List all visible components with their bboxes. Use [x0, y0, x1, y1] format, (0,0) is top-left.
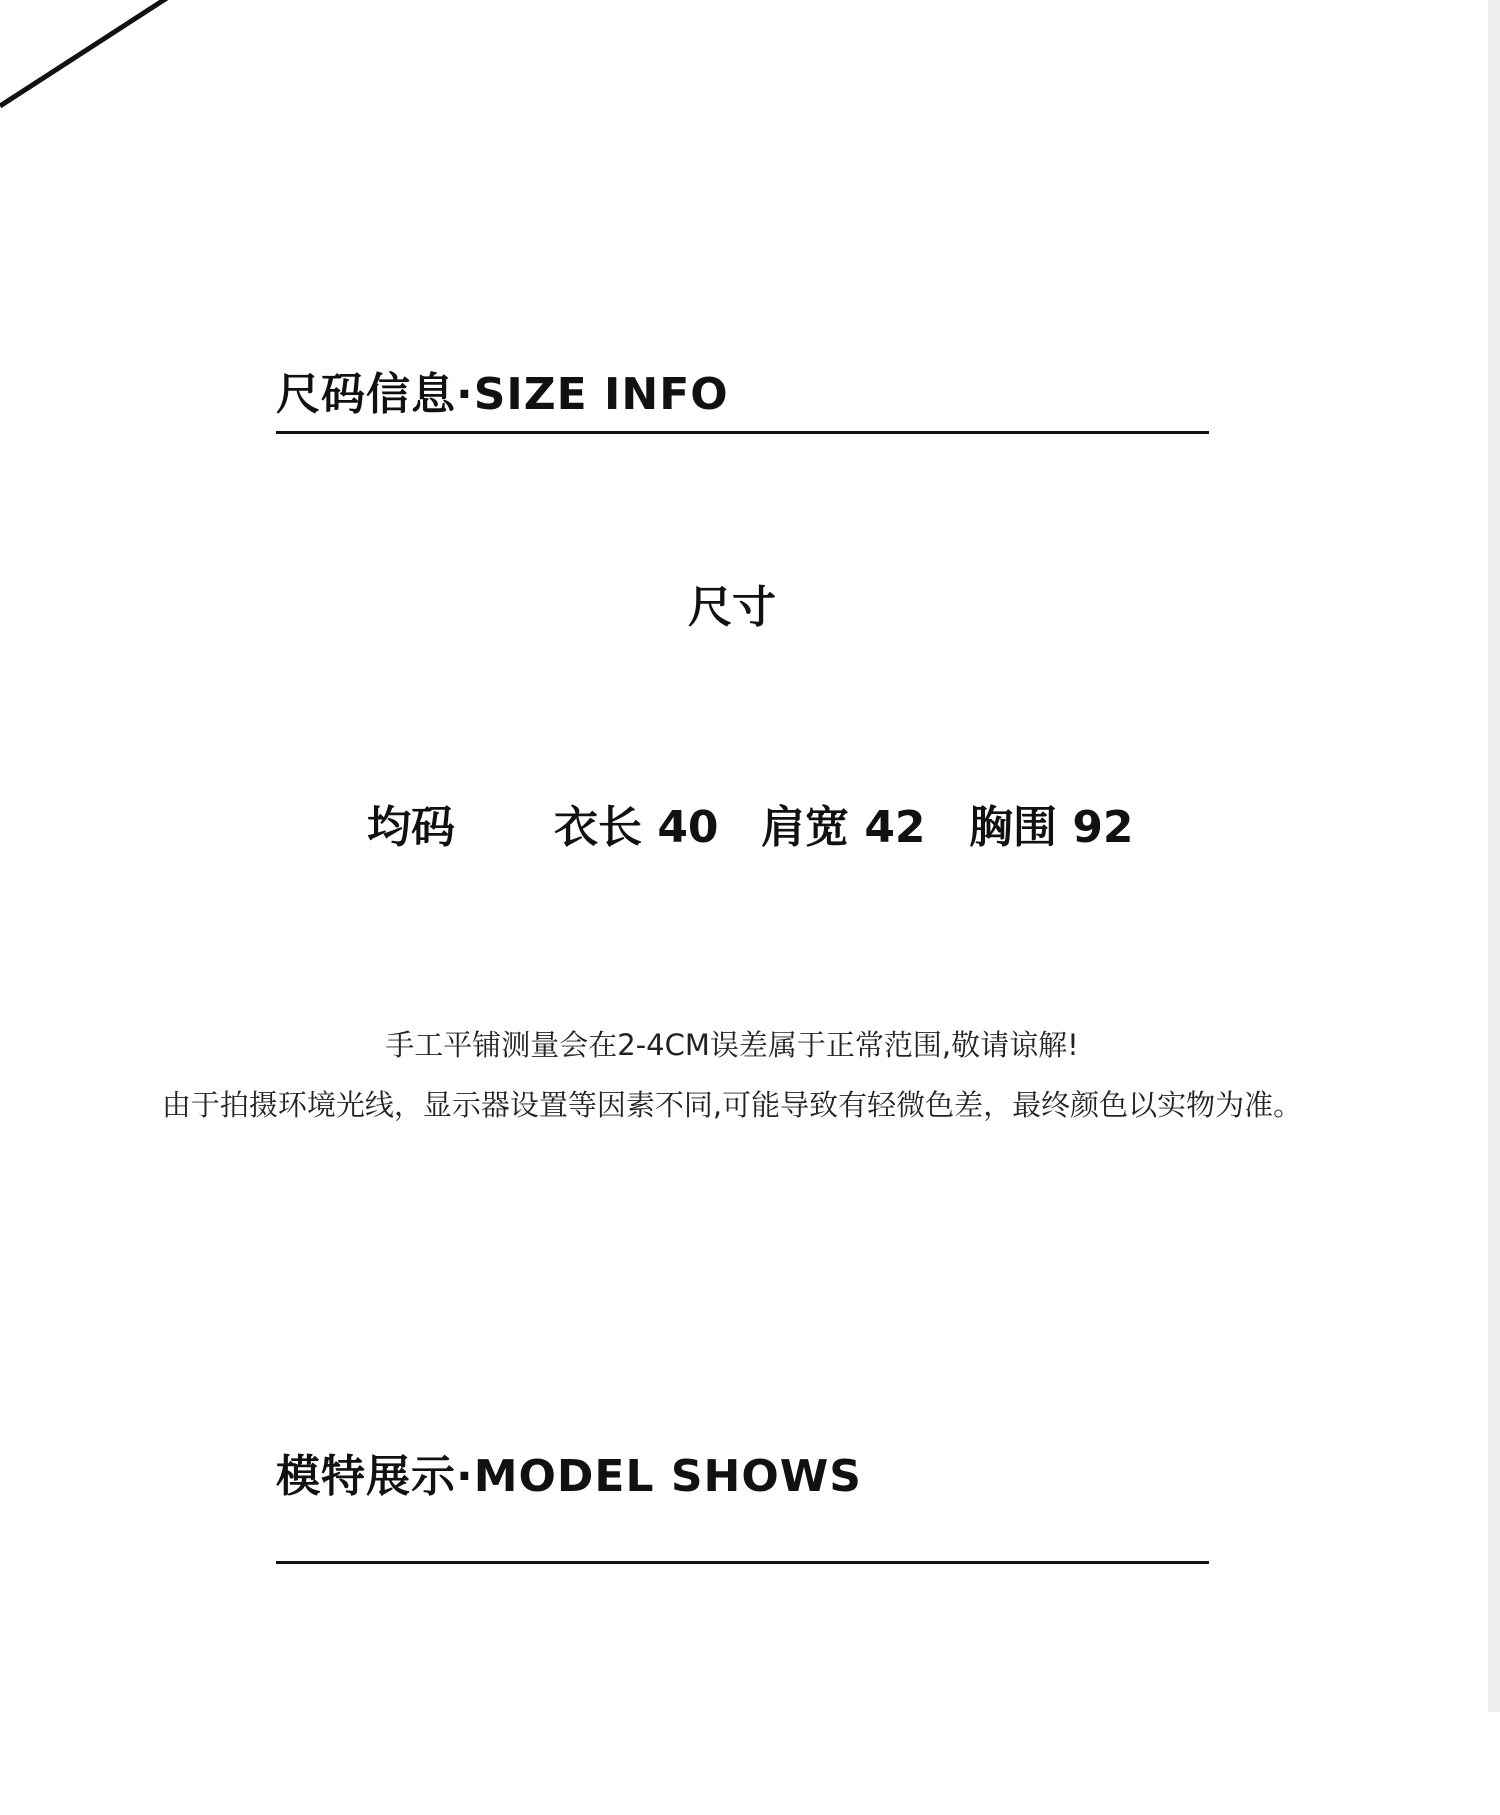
- model-shows-divider: [276, 1561, 1209, 1564]
- size-table-title: 尺寸: [688, 582, 776, 633]
- corner-diagonal-line: [0, 0, 200, 120]
- color-disclaimer-note: 由于拍摄环境光线，显示器设置等因素不同,可能导致有轻微色差，最终颜色以实物为准。: [161, 1088, 1303, 1122]
- chest-measurement: 胸围 92: [969, 802, 1134, 853]
- right-edge-strip: [1488, 0, 1500, 1712]
- size-info-divider: [276, 431, 1209, 434]
- size-info-heading: 尺码信息·SIZE INFO: [276, 369, 729, 420]
- shoulder-measurement: 肩宽 42: [761, 802, 926, 853]
- measurement-note: 手工平铺测量会在2-4CM误差属于正常范围,敬请谅解!: [385, 1028, 1079, 1062]
- size-label: 均码: [367, 802, 455, 853]
- length-measurement: 衣长 40: [554, 802, 719, 853]
- model-shows-heading: 模特展示·MODEL SHOWS: [276, 1451, 862, 1502]
